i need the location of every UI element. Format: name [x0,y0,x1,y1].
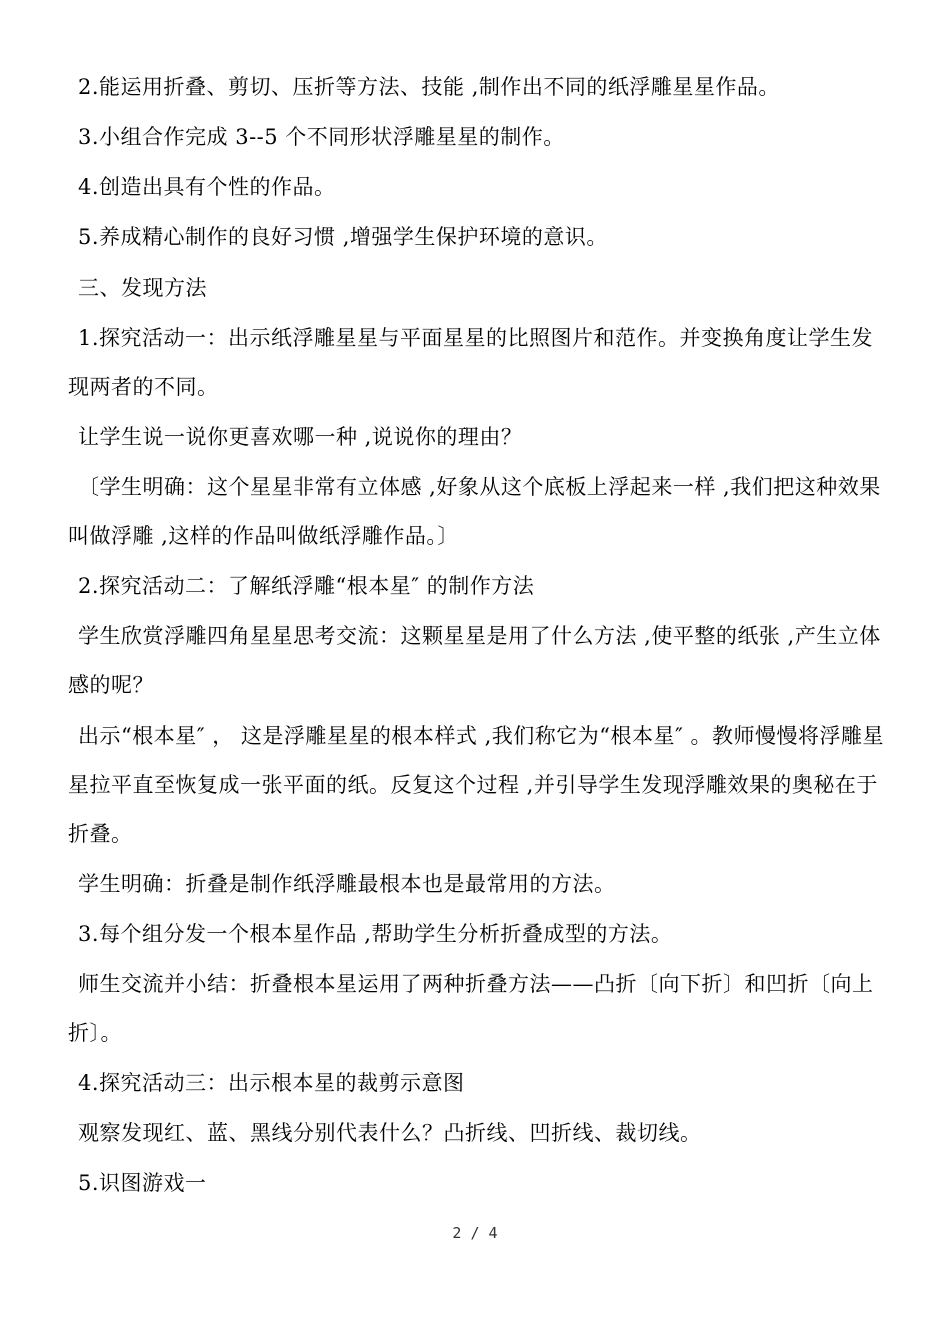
paragraph-objective-4: 4.创造出具有个性的作品。 [78,175,336,199]
paragraph-appreciate: 学生欣赏浮雕四角星星思考交流：这颗星星是用了什么方法 ,使平整的纸张 ,产生立体感的呢？ [68,624,881,697]
paragraph-activity-4: 4.探究活动三：出示根本星的裁剪示意图 [78,1071,465,1095]
paragraph-question: 让学生说一说你更喜欢哪一种 ,说说你的理由？ [78,425,523,449]
paragraph-activity-2: 2.探究活动二：了解纸浮雕“根本星″ 的制作方法 [78,574,535,598]
paragraph-activity-3: 3.每个组分发一个根本星作品 ,帮助学生分析折叠成型的方法。 [78,922,673,946]
paragraph-activity-1: 1.探究活动一：出示纸浮雕星星与平面星星的比照图片和范作。并变换角度让学生发现两者的不同。 [68,326,874,399]
paragraph-summary: 师生交流并小结：折叠根本星运用了两种折叠方法——凸折〔向下折〕和凹折〔向上折〕。 [68,972,874,1045]
paragraph-observe: 观察发现红、蓝、黑线分别代表什么？凸折线、凹折线、裁切线。 [78,1121,702,1145]
paragraph-folding: 学生明确：折叠是制作纸浮雕最根本也是最常用的方法。 [78,872,616,896]
paragraph-objective-5: 5.养成精心制作的良好习惯 ,增强学生保护环境的意识。 [78,225,608,249]
paragraph-game: 5.识图游戏一 [78,1171,207,1195]
page-number: 2 / 4 [452,1224,498,1242]
paragraph-student-clarify: 〔学生明确：这个星星非常有立体感 ,好象从这个底板上浮起来一样 ,我们把这种效果叫做浮雕 ,这样的作品叫做纸浮雕作品。〕 [68,475,881,548]
paragraph-objective-2: 2.能运用折叠、剪切、压折等方法、技能 ,制作出不同的纸浮雕星星作品。 [78,75,780,99]
paragraph-show-star: 出示“根本星″ ， 这是浮雕星星的根本样式 ,我们称它为“根本星″ 。教师慢慢将浮雕星星拉平直至恢复成一张平面的纸。反复这个过程 ,并引导学生发现浮雕效果的奥秘在于折叠。 [68,724,885,846]
section-heading: 三、发现方法 [78,276,207,300]
paragraph-objective-3: 3.小组合作完成 3--5 个不同形状浮雕星星的制作。 [78,125,565,149]
